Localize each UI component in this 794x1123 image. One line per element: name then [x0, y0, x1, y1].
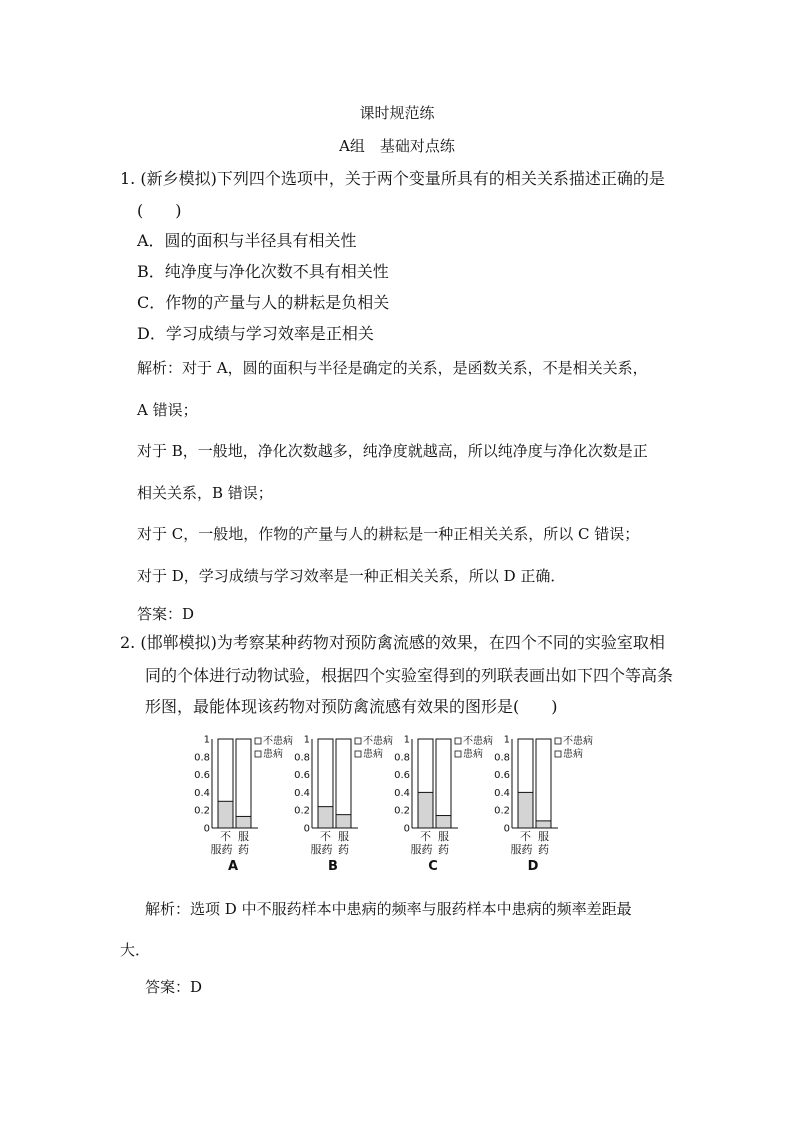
y-tick-label: 0.2	[194, 805, 210, 817]
q1-option-c: C．作物的产量与人的耕耘是负相关	[137, 293, 390, 312]
q1-analysis-line2: A 错误；	[137, 401, 198, 419]
y-tick-label: 0.8	[194, 752, 210, 764]
q1-analysis-line3: 对于 B，一般地，净化次数越多，纯净度就越高，所以纯净度与净化次数是正	[137, 442, 648, 460]
q1-option-d: D．学习成绩与学习效率是正相关	[137, 324, 374, 343]
y-tick-label: 0.4	[394, 787, 410, 799]
legend-label: 不患病	[463, 736, 493, 747]
q1-answer: 答案：D	[137, 605, 195, 623]
category-label: 不	[520, 830, 531, 843]
bar-sick-portion	[518, 792, 533, 828]
bar-sick-portion	[218, 801, 233, 828]
y-tick-label: 0	[503, 823, 510, 835]
bar-sick-portion	[418, 792, 433, 828]
category-label: 药	[338, 843, 349, 856]
category-label: 服药	[410, 843, 433, 856]
legend-label: 患病	[363, 749, 383, 760]
q2-stem-line2: 同的个体进行动物试验，根据四个实验室得到的列联表画出如下四个等高条	[145, 666, 674, 685]
chart-letter: B	[328, 859, 338, 874]
legend-swatch-healthy	[355, 738, 361, 744]
y-tick-label: 0	[403, 823, 410, 835]
y-tick-label: 0	[303, 823, 310, 835]
y-tick-label: 0.6	[294, 770, 310, 782]
category-label: 不	[320, 830, 331, 843]
y-tick-label: 0.8	[294, 752, 310, 764]
category-label: 服	[238, 830, 249, 843]
legend-label: 不患病	[363, 736, 393, 747]
q2-stem-line3: 形图，最能体现该药物对预防禽流感有效果的图形是( )	[145, 697, 558, 716]
y-tick-label: 0.6	[494, 770, 510, 782]
y-tick-label: 0.4	[494, 787, 510, 799]
legend-swatch-sick	[455, 751, 461, 757]
bar-outline	[236, 739, 251, 828]
y-tick-label: 0.2	[494, 805, 510, 817]
q1-option-b: B．纯净度与净化次数不具有相关性	[137, 262, 389, 281]
legend-swatch-healthy	[455, 738, 461, 744]
q1-analysis-line1: 解析：对于 A，圆的面积与半径是确定的关系，是函数关系，不是相关关系，	[137, 359, 648, 377]
bar-outline	[436, 739, 451, 828]
bar-sick-portion	[236, 816, 251, 828]
category-label: 服药	[210, 843, 233, 856]
legend-swatch-healthy	[555, 738, 561, 744]
y-tick-label: 0.6	[194, 770, 210, 782]
legend-swatch-healthy	[255, 738, 261, 744]
category-label: 不	[220, 830, 231, 843]
y-tick-label: 0	[203, 823, 210, 835]
q1-option-a: A．圆的面积与半径具有相关性	[137, 231, 357, 250]
category-label: 服	[338, 830, 349, 843]
bar-sick-portion	[436, 816, 451, 828]
category-label: 服药	[510, 843, 533, 856]
legend-label: 患病	[263, 749, 283, 760]
chart-letter: C	[428, 859, 438, 874]
legend-swatch-sick	[255, 751, 261, 757]
y-tick-label: 1	[503, 734, 510, 746]
y-tick-label: 0.4	[294, 787, 310, 799]
legend-swatch-sick	[355, 751, 361, 757]
bar-charts-figure	[190, 728, 610, 878]
y-tick-label: 0.6	[394, 770, 410, 782]
category-label: 服药	[310, 843, 333, 856]
bar-sick-portion	[536, 821, 551, 828]
q1-stem-line1: 1. (新乡模拟)下列四个选项中，关于两个变量所具有的相关关系描述正确的是	[120, 169, 665, 188]
y-tick-label: 1	[403, 734, 410, 746]
category-label: 药	[438, 843, 449, 856]
legend-swatch-sick	[555, 751, 561, 757]
q1-stem-line2: ( )	[137, 201, 182, 220]
bar-sick-portion	[318, 807, 333, 828]
q1-analysis-line5: 对于 C，一般地，作物的产量与人的耕耘是一种正相关关系，所以 C 错误；	[137, 525, 640, 543]
bar-charts-svg	[190, 728, 610, 878]
category-label: 药	[238, 843, 249, 856]
category-label: 药	[538, 843, 549, 856]
q2-analysis-line2: 大．	[120, 941, 151, 959]
y-tick-label: 1	[203, 734, 210, 746]
chart-letter: A	[227, 859, 239, 874]
y-tick-label: 0.4	[194, 787, 210, 799]
q2-analysis-line1: 解析：选项 D 中不服药样本中患病的频率与服药样本中患病的频率差距最	[145, 900, 632, 918]
legend-label: 不患病	[263, 736, 293, 747]
y-tick-label: 0.8	[394, 752, 410, 764]
page-subtitle: A组 基础对点练	[339, 137, 455, 155]
q1-analysis-line6: 对于 D，学习成绩与学习效率是一种正相关关系，所以 D 正确．	[137, 567, 566, 585]
legend-label: 不患病	[563, 736, 593, 747]
q2-answer: 答案：D	[145, 978, 203, 996]
category-label: 服	[438, 830, 449, 843]
y-tick-label: 0.2	[394, 805, 410, 817]
bar-sick-portion	[336, 815, 351, 828]
y-tick-label: 0.8	[494, 752, 510, 764]
chart-letter: D	[527, 859, 539, 874]
y-tick-label: 0.2	[294, 805, 310, 817]
q2-stem-line1: 2. (邯郸模拟)为考察某种药物对预防禽流感的效果，在四个不同的实验室取相	[120, 633, 665, 652]
page-title: 课时规范练	[359, 104, 435, 122]
category-label: 服	[538, 830, 549, 843]
q1-analysis-line4: 相关关系，B 错误；	[137, 484, 273, 502]
bar-outline	[536, 739, 551, 828]
legend-label: 患病	[463, 749, 483, 760]
y-tick-label: 1	[303, 734, 310, 746]
legend-label: 患病	[563, 749, 583, 760]
category-label: 不	[420, 830, 431, 843]
